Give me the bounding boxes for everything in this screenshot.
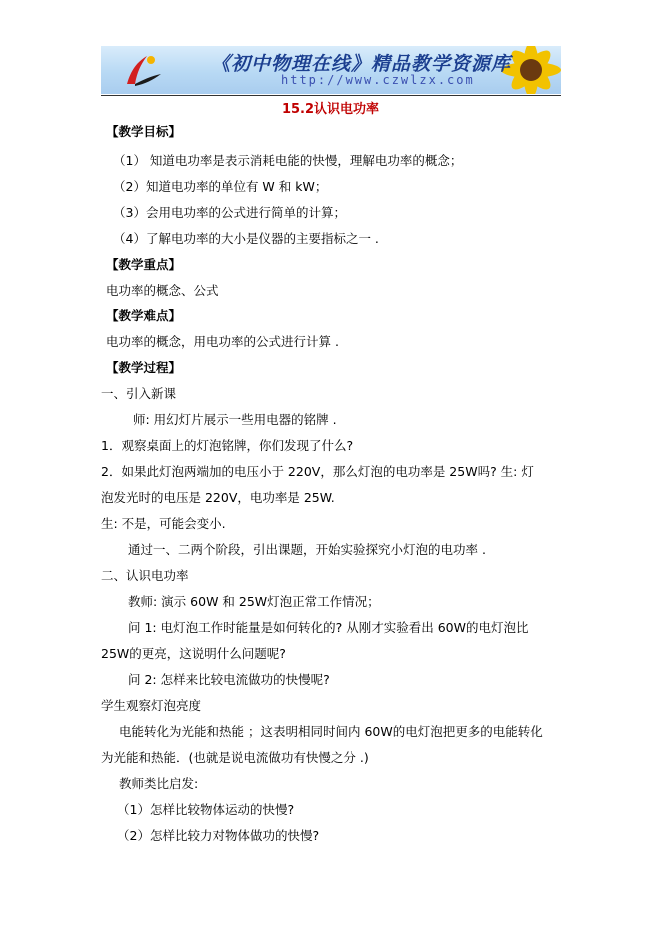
paragraph: 教师: 演示 60W 和 25W灯泡正常工作情况； [128,594,380,609]
site-logo-icon [121,50,165,90]
paragraph: 问 1: 电灯泡工作时能量是如何转化的? 从刚才实验看出 60W的电灯泡比 [128,620,529,635]
paragraph: 师: 用幻灯片展示一些用电器的铭牌 . [133,412,337,427]
list-item: （2）怎样比较力对物体做功的快慢? [117,828,320,843]
objective-item: （1） 知道电功率是表示消耗电能的快慢，理解电功率的概念； [113,153,463,168]
objective-item: （4）了解电功率的大小是仪器的主要指标之一 . [113,231,379,246]
subsection-heading: 二、认识电功率 [101,568,189,583]
paragraph: 电功率的概念、公式 [106,283,219,298]
paragraph: 电功率的概念，用电功率的公式进行计算 . [106,334,339,349]
paragraph: 泡发光时的电压是 220V，电功率是 25W. [101,490,335,505]
site-url: http://www.czwlzx.com [281,73,475,87]
header-divider [101,95,561,96]
paragraph: 教师类比启发: [119,776,199,791]
section-heading-key-points: 【教学重点】 [106,257,182,272]
paragraph: 电能转化为光能和热能 ；这表明相同时间内 60W的电灯泡把更多的电能转化 [119,724,543,739]
paragraph: 问 2: 怎样来比较电流做功的快慢呢? [128,672,330,687]
subsection-heading: 一、引入新课 [101,386,177,401]
section-heading-process: 【教学过程】 [106,360,182,375]
paragraph: 生: 不是，可能会变小. [101,516,226,531]
objective-item: （2）知道电功率的单位有 W 和 kW； [113,179,328,194]
paragraph: 通过一、二两个阶段，引出课题，开始实验探究小灯泡的电功率 . [128,542,486,557]
section-heading-difficulties: 【教学难点】 [106,308,182,323]
site-title: 《初中物理在线》精品教学资源库 [211,53,512,75]
site-banner [101,46,561,94]
paragraph: 1．观察桌面上的灯泡铭牌，你们发现了什么? [101,438,354,453]
paragraph: 学生观察灯泡亮度 [101,698,202,713]
paragraph: 为光能和热能．(也就是说电流做功有快慢之分 .) [101,750,369,765]
objective-item: （3）会用电功率的公式进行简单的计算； [113,205,346,220]
list-item: （1）怎样比较物体运动的快慢? [117,802,295,817]
document-title: 15.2认识电功率 [281,102,380,117]
paragraph: 2．如果此灯泡两端加的电压小于 220V，那么灯泡的电功率是 25W吗? 生: 灯 [101,464,534,479]
section-heading-objectives: 【教学目标】 [106,124,182,139]
paragraph: 25W的更亮，这说明什么问题呢? [101,646,286,661]
